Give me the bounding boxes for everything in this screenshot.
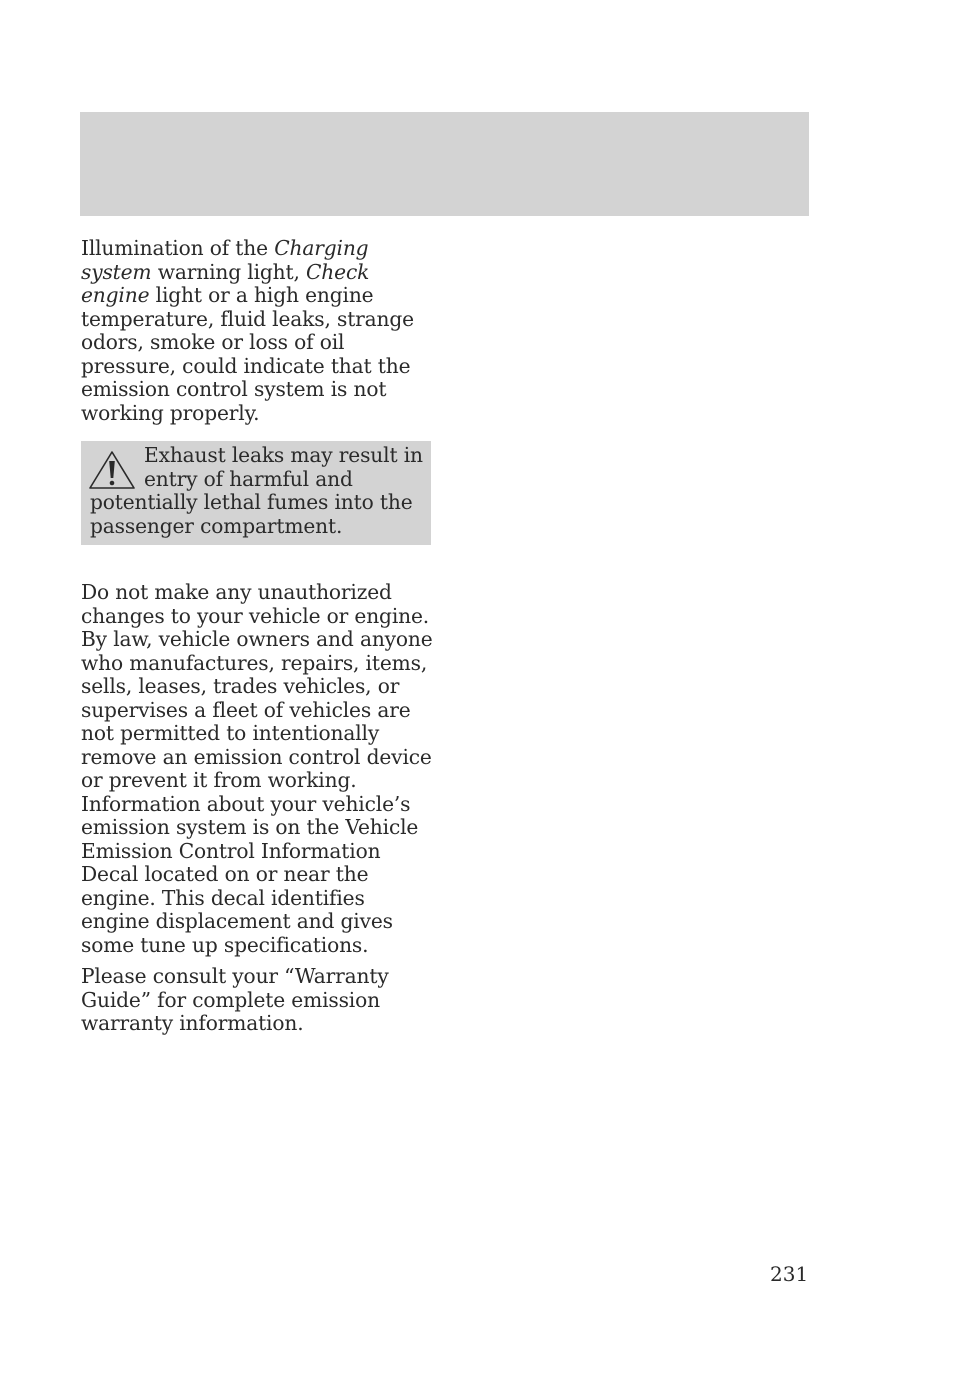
text-span: Illumination of the — [81, 236, 275, 260]
paragraph-unauthorized-changes: Do not make any unauthorized changes to your vehicle or engine. By law, vehicle owners and anyone who manufactures, repairs, items, sells, leases, trades vehicles, or supervises a fleet of vehicles are not permitted to intentionally remove an emission control device or prevent it from working. Information about your vehicle’s emission system is on the Vehicle Emission Control Information Decal located on or near the engine. This decal identifies engine displacement and gives some tune up specifications. — [81, 580, 433, 957]
charging-system-term: Charging system — [81, 236, 369, 284]
warning-triangle-icon — [88, 450, 136, 490]
text-span: light or a high engine temperature, fluid leaks, strange odors, smoke or loss of oil pressure, could indicate that the emission control system is not working properly. — [81, 283, 414, 425]
paragraph-emission-warning-signs — [81, 237, 433, 425]
check-engine-term: Check engine — [81, 259, 370, 307]
warning-text: Exhaust leaks may result in entry of harmful and potentially lethal fumes into the passenger compartment. — [90, 443, 423, 538]
page-number: 231 — [770, 1262, 809, 1286]
text-column — [81, 237, 433, 1036]
text-span: warning light, — [151, 259, 307, 284]
header-band — [80, 112, 809, 216]
paragraph-warranty-guide: Please consult your “Warranty Guide” for complete emission warranty information. — [81, 964, 389, 1035]
warning-box — [81, 441, 431, 545]
